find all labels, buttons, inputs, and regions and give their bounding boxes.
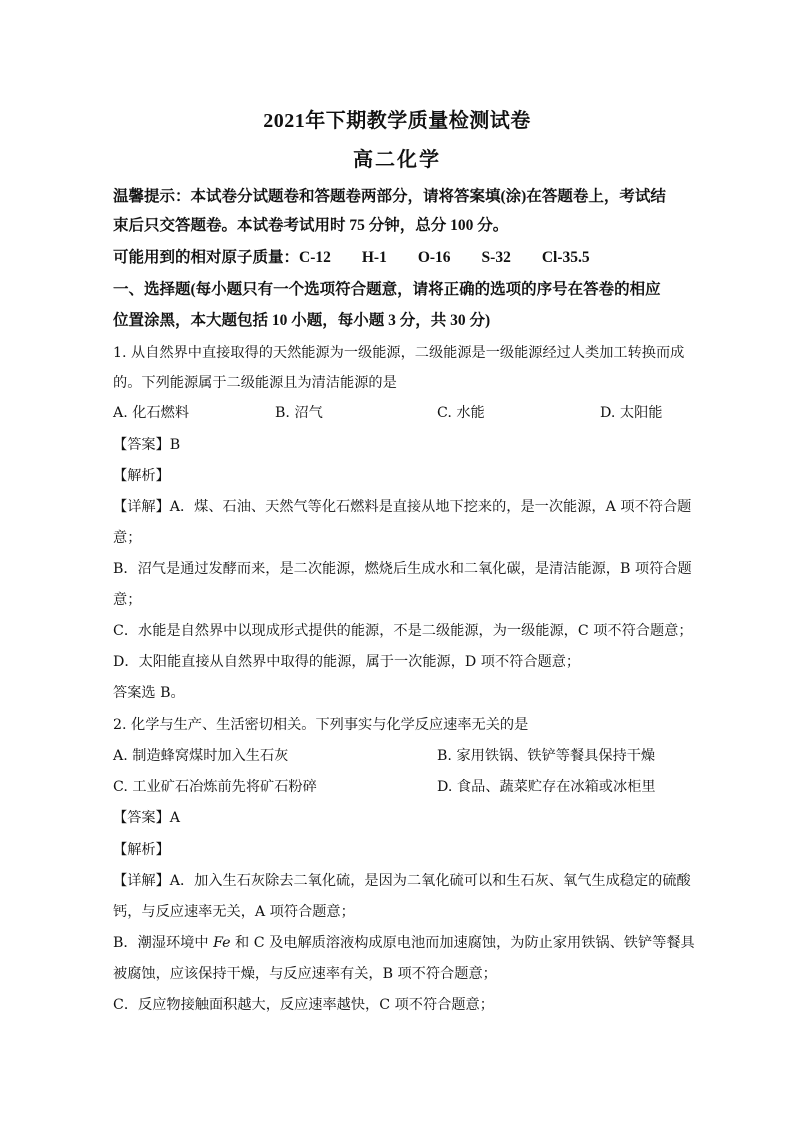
q2-answer: 【答案】A bbox=[113, 810, 180, 826]
notice-line-1: 温馨提示：本试卷分试题卷和答题卷两部分，请将答案填(涂)在答题卷上，考试结 bbox=[113, 188, 666, 205]
exam-subtitle: 高二化学 bbox=[353, 149, 441, 171]
q1-detail-line-5: C．水能是自然界中以现成形式提供的能源，不是二级能源，为一级能源，C 项不符合题意； bbox=[113, 623, 693, 639]
q1-option-c: C. 水能 bbox=[437, 405, 485, 421]
q2-option-c: C. 工业矿石冶炼前先将矿石粉碎 bbox=[113, 779, 317, 795]
q1-stem-line-2: 的。下列能源属于二级能源且为清洁能源的是 bbox=[113, 375, 397, 391]
q2-stem: 2. 化学与生产、生活密切相关。下列事实与化学反应速率无关的是 bbox=[113, 717, 529, 733]
section-1-heading-line-2: 位置涂黑，本大题包括 10 小题，每小题 3 分，共 30 分) bbox=[113, 312, 491, 329]
q2-detail-line-2: 钙，与反应速率无关，A 项符合题意； bbox=[113, 904, 355, 920]
q1-option-a: A. 化石燃料 bbox=[113, 405, 190, 421]
q2-detail-line-4: 被腐蚀，应该保持干燥，与反应速率有关，B 项不符合题意； bbox=[113, 966, 497, 982]
q1-detail-line-2: 意； bbox=[113, 530, 142, 546]
q2-detail-line-1: 【详解】A．加入生石灰除去二氧化硫，是因为二氧化硫可以和生石灰、氧气生成稳定的硫酸 bbox=[113, 873, 691, 889]
q2-option-a: A. 制造蜂窝煤时加入生石灰 bbox=[113, 748, 289, 764]
q2-detail-line-5: C．反应物接触面积越大，反应速率越快，C 项不符合题意； bbox=[113, 997, 494, 1013]
q1-answer: 【答案】B bbox=[113, 437, 181, 453]
q1-detail-line-3: B．沼气是通过发酵而来，是二次能源，燃烧后生成水和二氧化碳，是清洁能源，B 项符合题 bbox=[113, 561, 692, 577]
q2-option-b: B. 家用铁锅、铁铲等餐具保持干燥 bbox=[437, 748, 656, 764]
q1-detail-line-4: 意； bbox=[113, 592, 142, 608]
q2-option-d: D. 食品、蔬菜贮存在冰箱或冰柜里 bbox=[437, 779, 656, 795]
q2-analysis-label: 【解析】 bbox=[113, 842, 170, 858]
q1-detail-line-1: 【详解】A．煤、石油、天然气等化石燃料是直接从地下挖来的，是一次能源，A 项不符合题 bbox=[113, 499, 692, 515]
q1-option-d: D. 太阳能 bbox=[600, 405, 663, 421]
q1-analysis-label: 【解析】 bbox=[113, 468, 170, 484]
exam-title: 2021年下期教学质量检测试卷 bbox=[263, 110, 531, 132]
q1-stem-line-1: 1. 从自然界中直接取得的天然能源为一级能源，二级能源是一级能源经过人类加工转换而成 bbox=[113, 345, 685, 361]
notice-line-2: 束后只交答题卷。本试卷考试用时 75 分钟，总分 100 分。 bbox=[113, 217, 509, 234]
q2-detail-line-3 bbox=[113, 933, 695, 953]
section-1-heading-line-1: 一、选择题(每小题只有一个选项符合题意，请将正确的选项的序号在答卷的相应 bbox=[113, 281, 661, 298]
q2-detail-line-3-pre: B．潮湿环境中 bbox=[113, 935, 214, 951]
q1-option-b: B. 沼气 bbox=[275, 405, 323, 421]
q1-detail-line-6: D．太阳能直接从自然界中取得的能源，属于一次能源，D 项不符合题意； bbox=[113, 654, 581, 670]
q1-conclusion: 答案选 B。 bbox=[113, 685, 185, 701]
q2-detail-line-3-post: 和 C 及电解质溶液构成原电池而加速腐蚀，为防止家用铁锅、铁铲等餐具 bbox=[230, 935, 695, 951]
fe-symbol: Fe bbox=[213, 935, 231, 951]
atomic-masses: 可能用到的相对原子质量：C-12 H-1 O-16 S-32 Cl-35.5 bbox=[113, 249, 590, 266]
